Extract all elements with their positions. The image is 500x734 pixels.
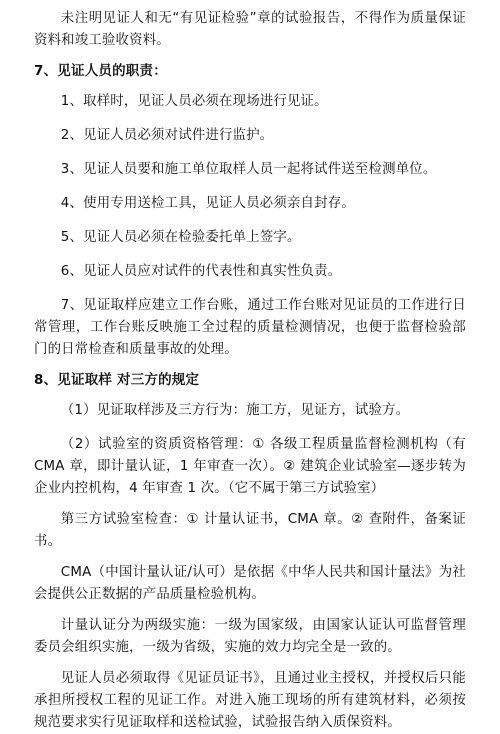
rule-item-1: （1）见证取样涉及三方行为：施工方，见证方，试验方。 [60, 403, 410, 418]
duty-item-6: 6、见证人员应对试件的代表性和真实性负责。 [60, 264, 342, 279]
metrology-levels: 计量认证分为两级实施：一级为国家级，由国家认证认可监督管理委员会组织实施，一级为省级，实施的效力均完全是一致的。 [34, 618, 466, 655]
duty-item-7: 7、见证取样应建立工作台账，通过工作台账对见证员的工作进行日常管理，工作台账反映施工全过程的质量检测情况，也便于监督检验部门的日常检查和质量事故的处理。 [34, 298, 466, 357]
duty-item-4: 4、使用专用送检工具，见证人员必须亲自封存。 [60, 196, 355, 211]
third-party-check: 第三方试验室检查：① 计量认证书，CMA 章。② 查附件，备案证书。 [34, 512, 466, 549]
duty-item-2: 2、见证人员必须对试件进行监护。 [60, 128, 274, 143]
section-7-heading: 7、见证人员的职责： [34, 63, 167, 79]
duty-item-3: 3、见证人员要和施工单位取样人员一起将试件送至检测单位。 [60, 162, 437, 177]
intro-paragraph: 未注明见证人和无“有见证检验”章的试验报告，不得作为质量保证资料和竣工验收资料。 [34, 11, 466, 48]
section-8-heading: 8、见证取样 对三方的规定 [34, 372, 200, 388]
duty-item-5: 5、见证人员必须在检验委托单上签字。 [60, 230, 301, 245]
duty-item-1: 1、取样时，见证人员必须在现场进行见证。 [60, 94, 328, 109]
cma-definition: CMA（中国计量认证/认可）是依据《中华人民共和国计量法》为社会提供公正数据的产品质量检验机构。 [34, 565, 466, 602]
witness-certificate: 见证人员必须取得《见证员证书》，且通过业主授权，并授权后只能承担所授权工程的见证工作。对进入施工现场的所有建筑材料，必须按规范要求实行见证取样和送检试验，试验报告纳入质保资料。 [34, 671, 466, 730]
rule-item-2: （2）试验室的资质资格管理：① 各级工程质量监督检测机构（有 CMA 章，即计量认证，1 年审查一次）。② 建筑企业试验室—逐步转为企业内控机构，4 年审查 1 次。（它不属于第三方试验室） [34, 437, 466, 496]
